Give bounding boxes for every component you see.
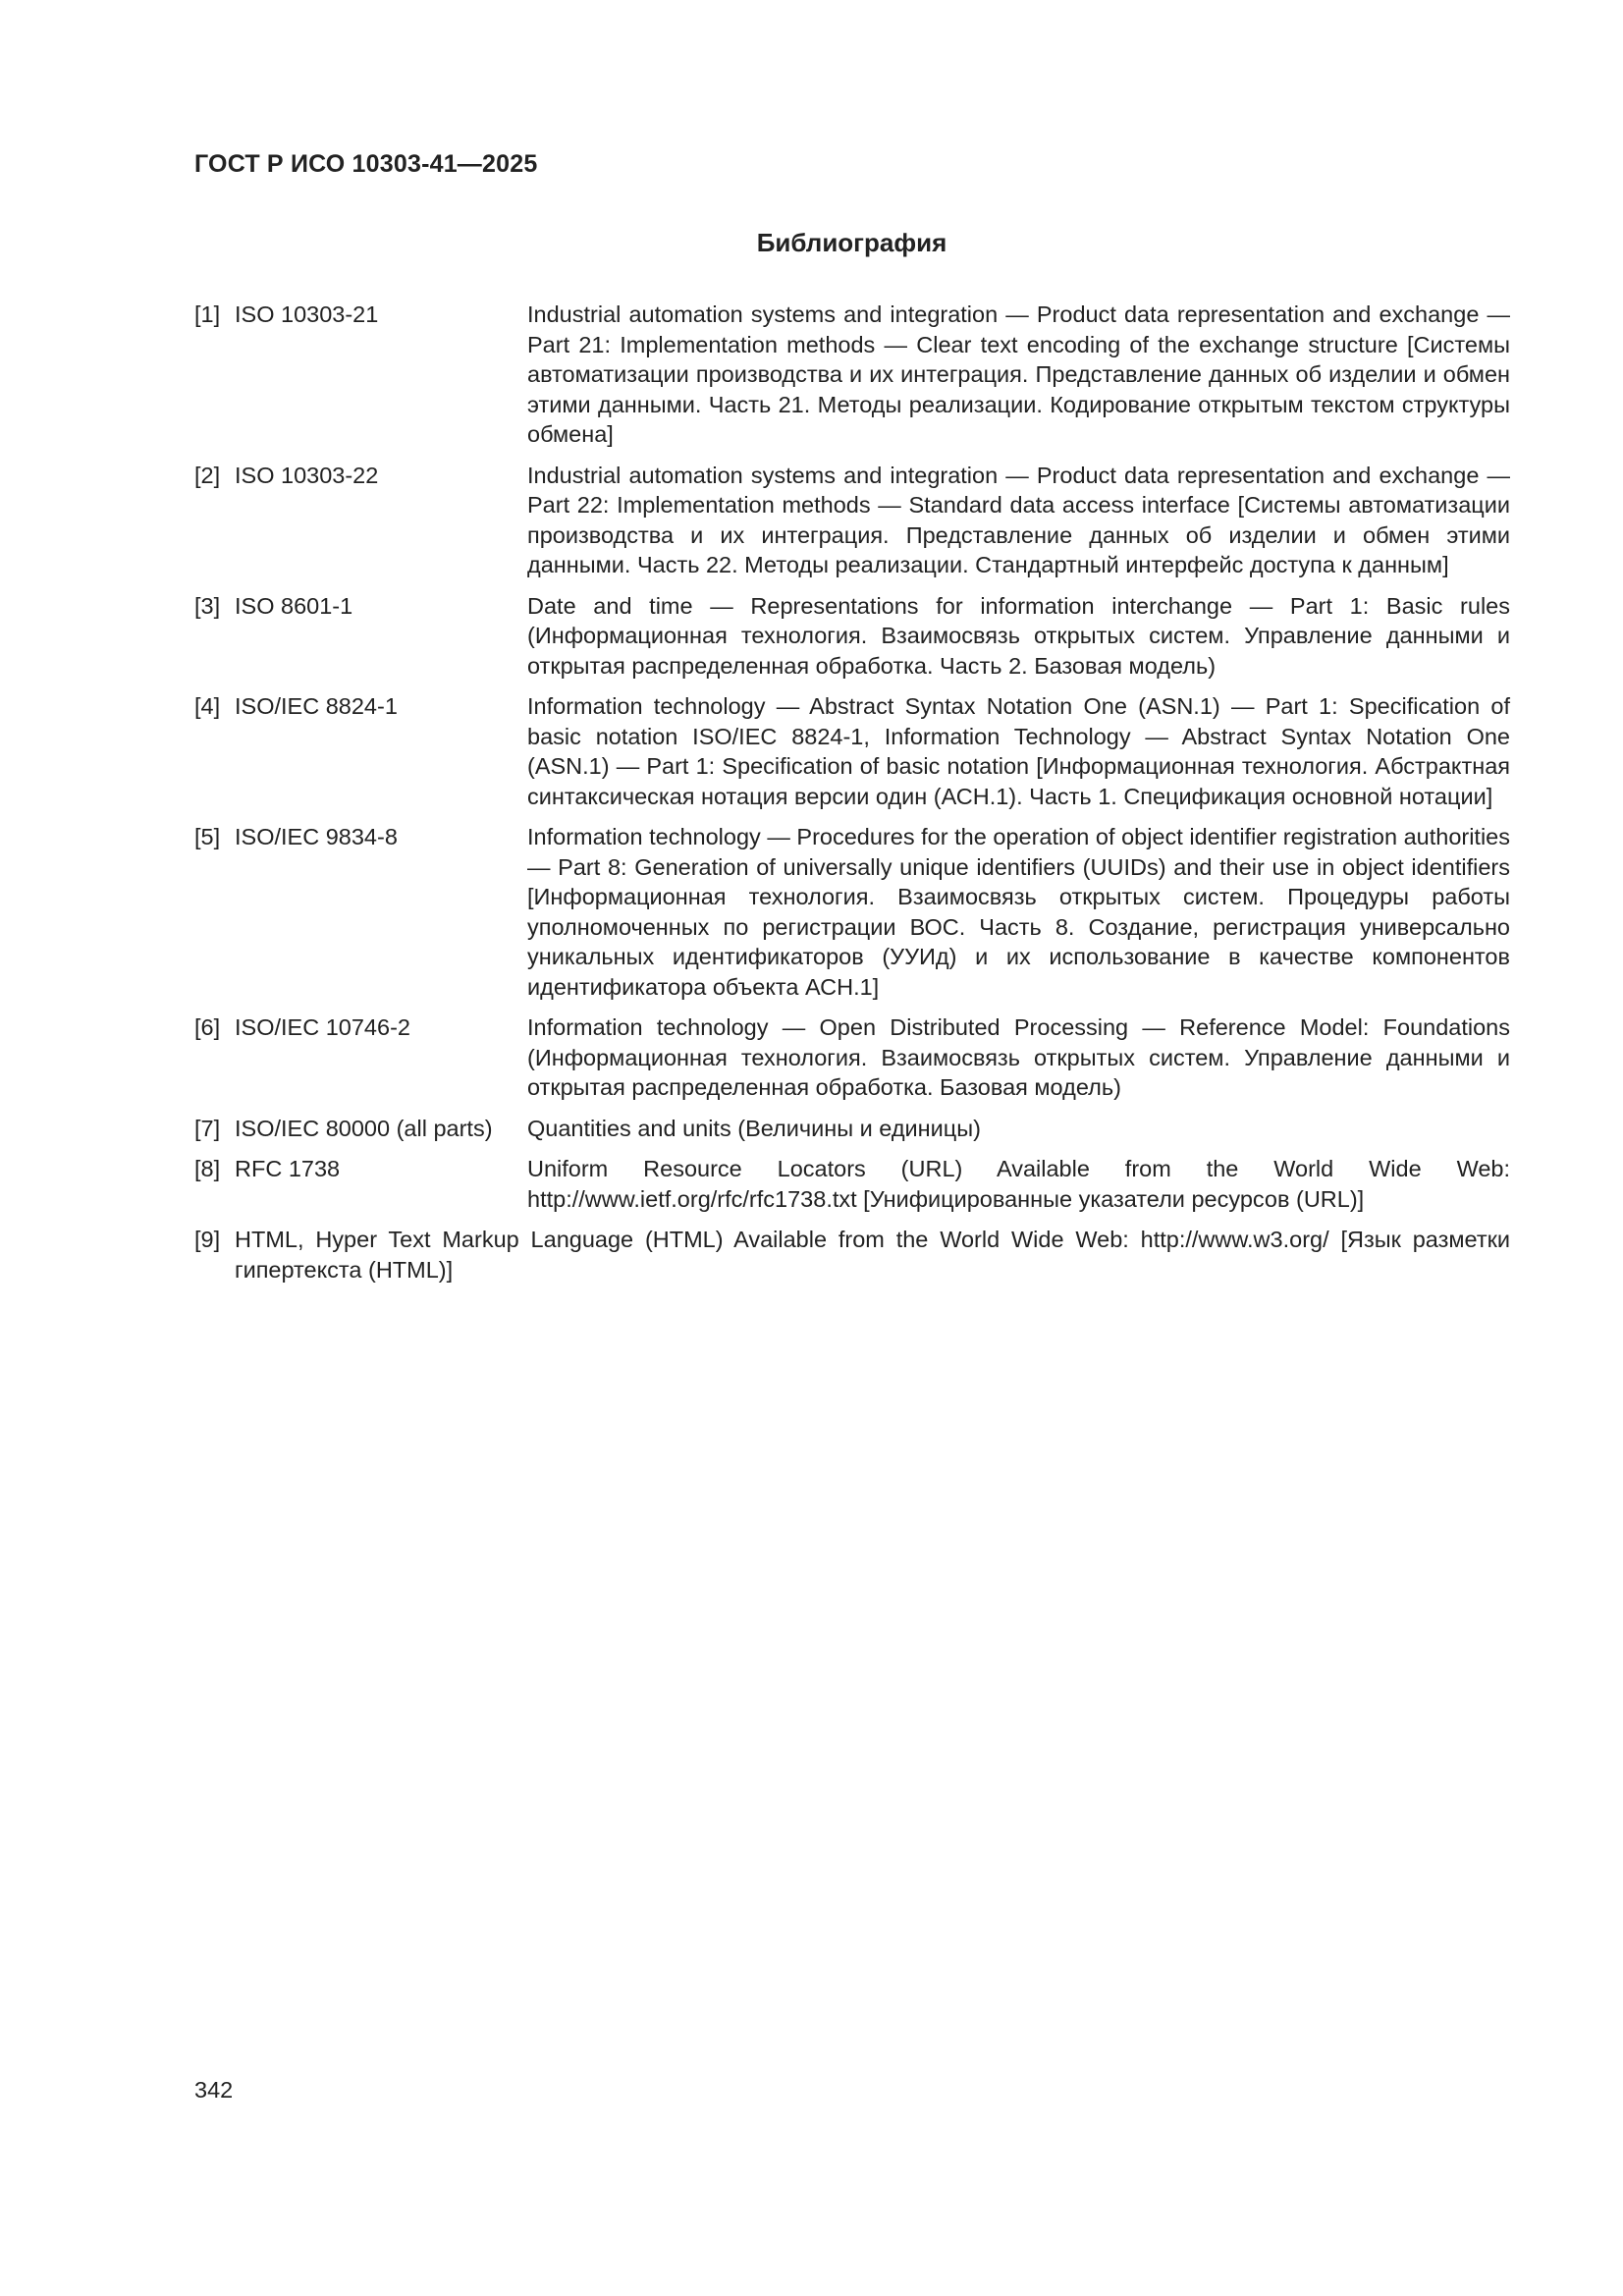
entry-number: [2] (194, 462, 221, 488)
entry-text: HTML, Hyper Text Markup Language (HTML) Available from the World Wide Web: http://www.w3.org/ [Язык разметки гипертекста (HTML)] (235, 1227, 1510, 1283)
entry-number: [5] (194, 824, 221, 849)
entry-number: [9] (194, 1227, 221, 1252)
entry-number: [7] (194, 1115, 221, 1141)
entry-code: ISO 10303-21 (235, 301, 379, 327)
document-header: ГОСТ Р ИСО 10303-41—2025 (194, 150, 538, 178)
page-number: 342 (194, 2077, 234, 2103)
entry-code: ISO 8601-1 (235, 592, 353, 619)
entry-code: RFC 1738 (235, 1156, 341, 1181)
entry-code: ISO/IEC 8824-1 (235, 693, 398, 719)
entry-code: ISO/IEC 9834-8 (235, 824, 398, 849)
section-title: Библиография (756, 228, 947, 257)
entry-code: ISO/IEC 10746-2 (235, 1014, 410, 1040)
bibliography-list (194, 300, 1510, 1295)
entry-title: Industrial automation systems and integration — Product data representation and exchange — Part 22: Implementation methods — Standard data access interface [Системы автоматизации производства и их интеграция. Представление данных об изделии и обмен этими данными. Часть 22. Методы реализации. Стандартный интерфейс доступа к данным] (527, 462, 1510, 577)
entry-number: [3] (194, 592, 221, 619)
entry-title: Quantities and units (Величины и единицы) (527, 1115, 981, 1141)
entry-title: Uniform Resource Locators (URL) Available from the World Wide Web: http://www.ietf.org/rfc/rfc1738.txt [Унифицированные указатели ресурсов (URL)] (527, 1156, 1510, 1212)
entry-title: Industrial automation systems and integration — Product data representation and exchange — Part 21: Implementation methods — Clear text encoding of the exchange structure [Системы автоматизации производства и их интеграция. Представление данных об изделии и обмен этими данными. Часть 21. Методы реализации. Кодирование открытым текстом структуры обмена] (527, 301, 1510, 447)
entry-title: Date and time — Representations for information interchange — Part 1: Basic rules (Информационная технология. Взаимосвязь открытых систем. Управление данными и открытая распределенная обработка. Часть 2. Базовая модель) (527, 592, 1510, 679)
entry-number: [8] (194, 1156, 221, 1181)
entry-number: [6] (194, 1014, 221, 1040)
entry-title: Information technology — Open Distributed Processing — Reference Model: Foundations (Информационная технология. Взаимосвязь открытых систем. Управление данными и открытая распределенная обработка. Базовая модель) (527, 1014, 1510, 1100)
bibliography-entry (194, 822, 1510, 1002)
entry-title: Information technology — Procedures for the operation of object identifier registration authorities — Part 8: Generation of universally unique identifiers (UUIDs) and their use in object identifiers [Информационная технология. Взаимосвязь открытых систем. Процедуры работы уполномоченных по регистрации ВОС. Часть 8. Создание, регистрация универсально уникальных идентификаторов (УУИд) и их использование в качестве компонентов идентификатора объекта АСН.1] (527, 824, 1510, 1000)
entry-number: [4] (194, 693, 221, 719)
bibliography-entry (194, 1012, 1510, 1103)
entry-number: [1] (194, 301, 221, 327)
bibliography-entry (194, 300, 1510, 450)
bibliography-entry (194, 1114, 1510, 1144)
entry-title: Information technology — Abstract Syntax Notation One (ASN.1) — Part 1: Specification of basic notation ISO/IEC 8824-1, Information Technology — Abstract Syntax Notation One (ASN.1) — Part 1: Specification of basic notation [Информационная технология. Абстрактная синтаксическая нотация версии один (АСН.1). Часть 1. Спецификация основной нотации] (527, 693, 1510, 809)
bibliography-entry (194, 591, 1510, 682)
bibliography-entry (194, 1154, 1510, 1214)
entry-code: ISO/IEC 80000 (all parts) (235, 1115, 493, 1141)
bibliography-entry (194, 691, 1510, 811)
bibliography-entry (194, 1225, 1510, 1285)
entry-code: ISO 10303-22 (235, 462, 379, 488)
bibliography-entry (194, 461, 1510, 580)
